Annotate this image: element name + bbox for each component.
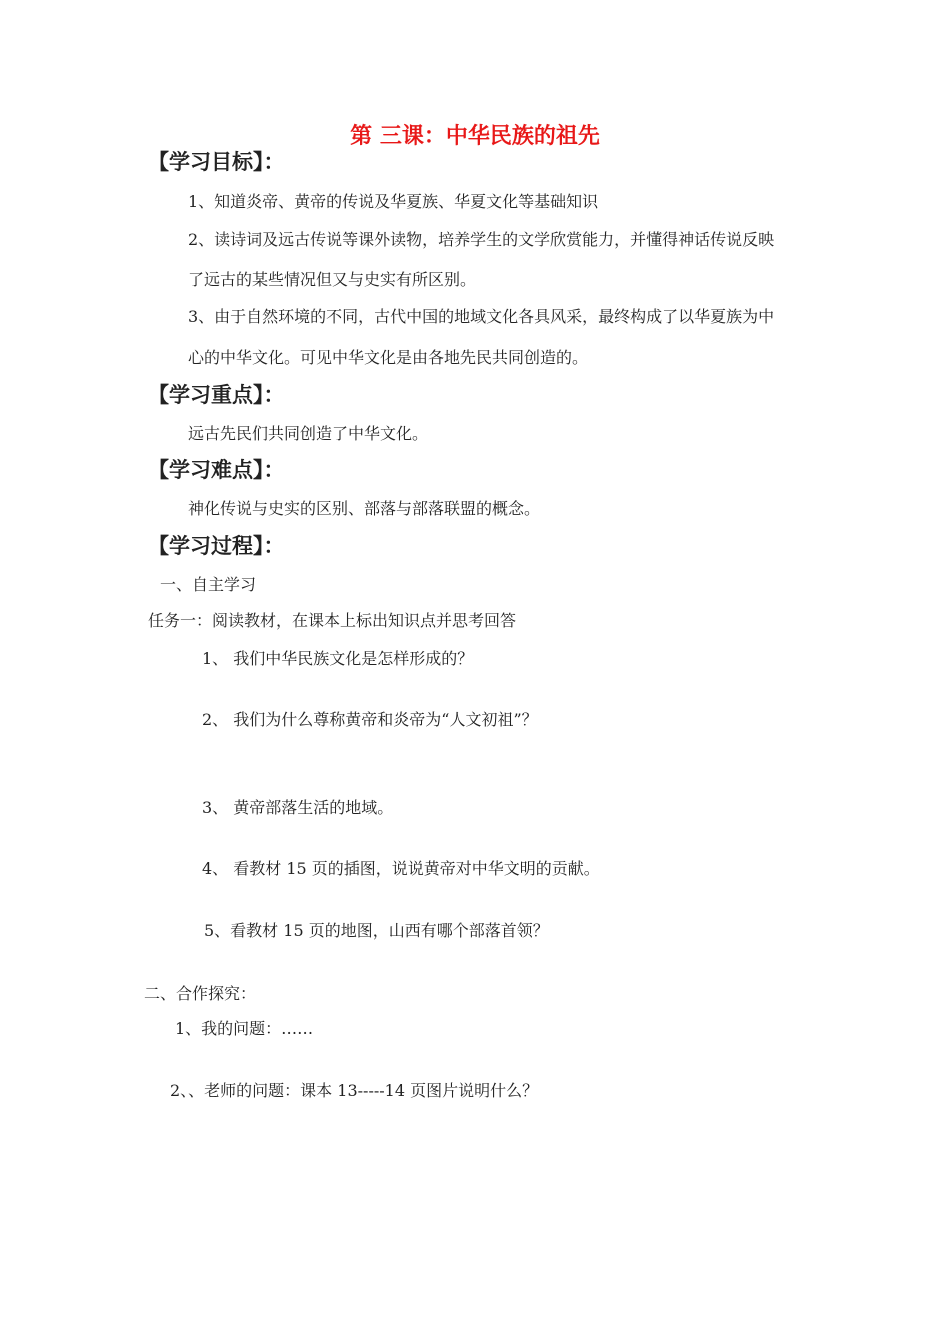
question-5: 5、看教材 15 页的地图，山西有哪个部落首领？ — [204, 921, 549, 940]
process-heading: 【学习过程】： — [148, 534, 285, 558]
goal-item-3-cont: 心的中华文化。可见中华文化是由各地先民共同创造的。 — [188, 348, 589, 367]
goal-item-2: 2、读诗词及远古传说等课外读物，培养学生的文学欣赏能力，并懂得神话传说反映 — [188, 230, 775, 249]
question-2: 2、 我们为什么尊称黄帝和炎帝为“人文初祖”？ — [202, 710, 538, 729]
focus-heading: 【学习重点】： — [148, 383, 285, 407]
self-study-label: 一、自主学习 — [160, 575, 257, 594]
difficulty-heading: 【学习难点】： — [148, 458, 285, 482]
goal-item-2-cont: 了远古的某些情况但又与史实有所区别。 — [188, 270, 477, 289]
goal-item-1: 1、知道炎帝、黄帝的传说及华夏族、华夏文化等基础知识 — [188, 192, 599, 211]
question-3: 3、 黄帝部落生活的地域。 — [202, 798, 394, 817]
teacher-question: 2、、老师的问题：课本 13-----14 页图片说明什么？ — [170, 1081, 539, 1100]
cooperation-label: 二、合作探究： — [144, 984, 257, 1003]
page-title: 第 三课：中华民族的祖先 — [350, 124, 600, 149]
question-4: 4、 看教材 15 页的插图，说说黄帝对中华文明的贡献。 — [202, 859, 600, 878]
focus-text: 远古先民们共同创造了中华文化。 — [188, 424, 429, 443]
my-question: 1、我的问题：…… — [175, 1019, 314, 1038]
question-1: 1、 我们中华民族文化是怎样形成的？ — [202, 649, 474, 668]
goals-heading: 【学习目标】： — [148, 150, 285, 174]
goal-item-3: 3、由于自然环境的不同，古代中国的地域文化各具风采，最终构成了以华夏族为中 — [188, 307, 775, 326]
difficulty-text: 神化传说与史实的区别、部落与部落联盟的概念。 — [188, 499, 541, 518]
task1-label: 任务一：阅读教材，在课本上标出知识点并思考回答 — [148, 611, 517, 630]
